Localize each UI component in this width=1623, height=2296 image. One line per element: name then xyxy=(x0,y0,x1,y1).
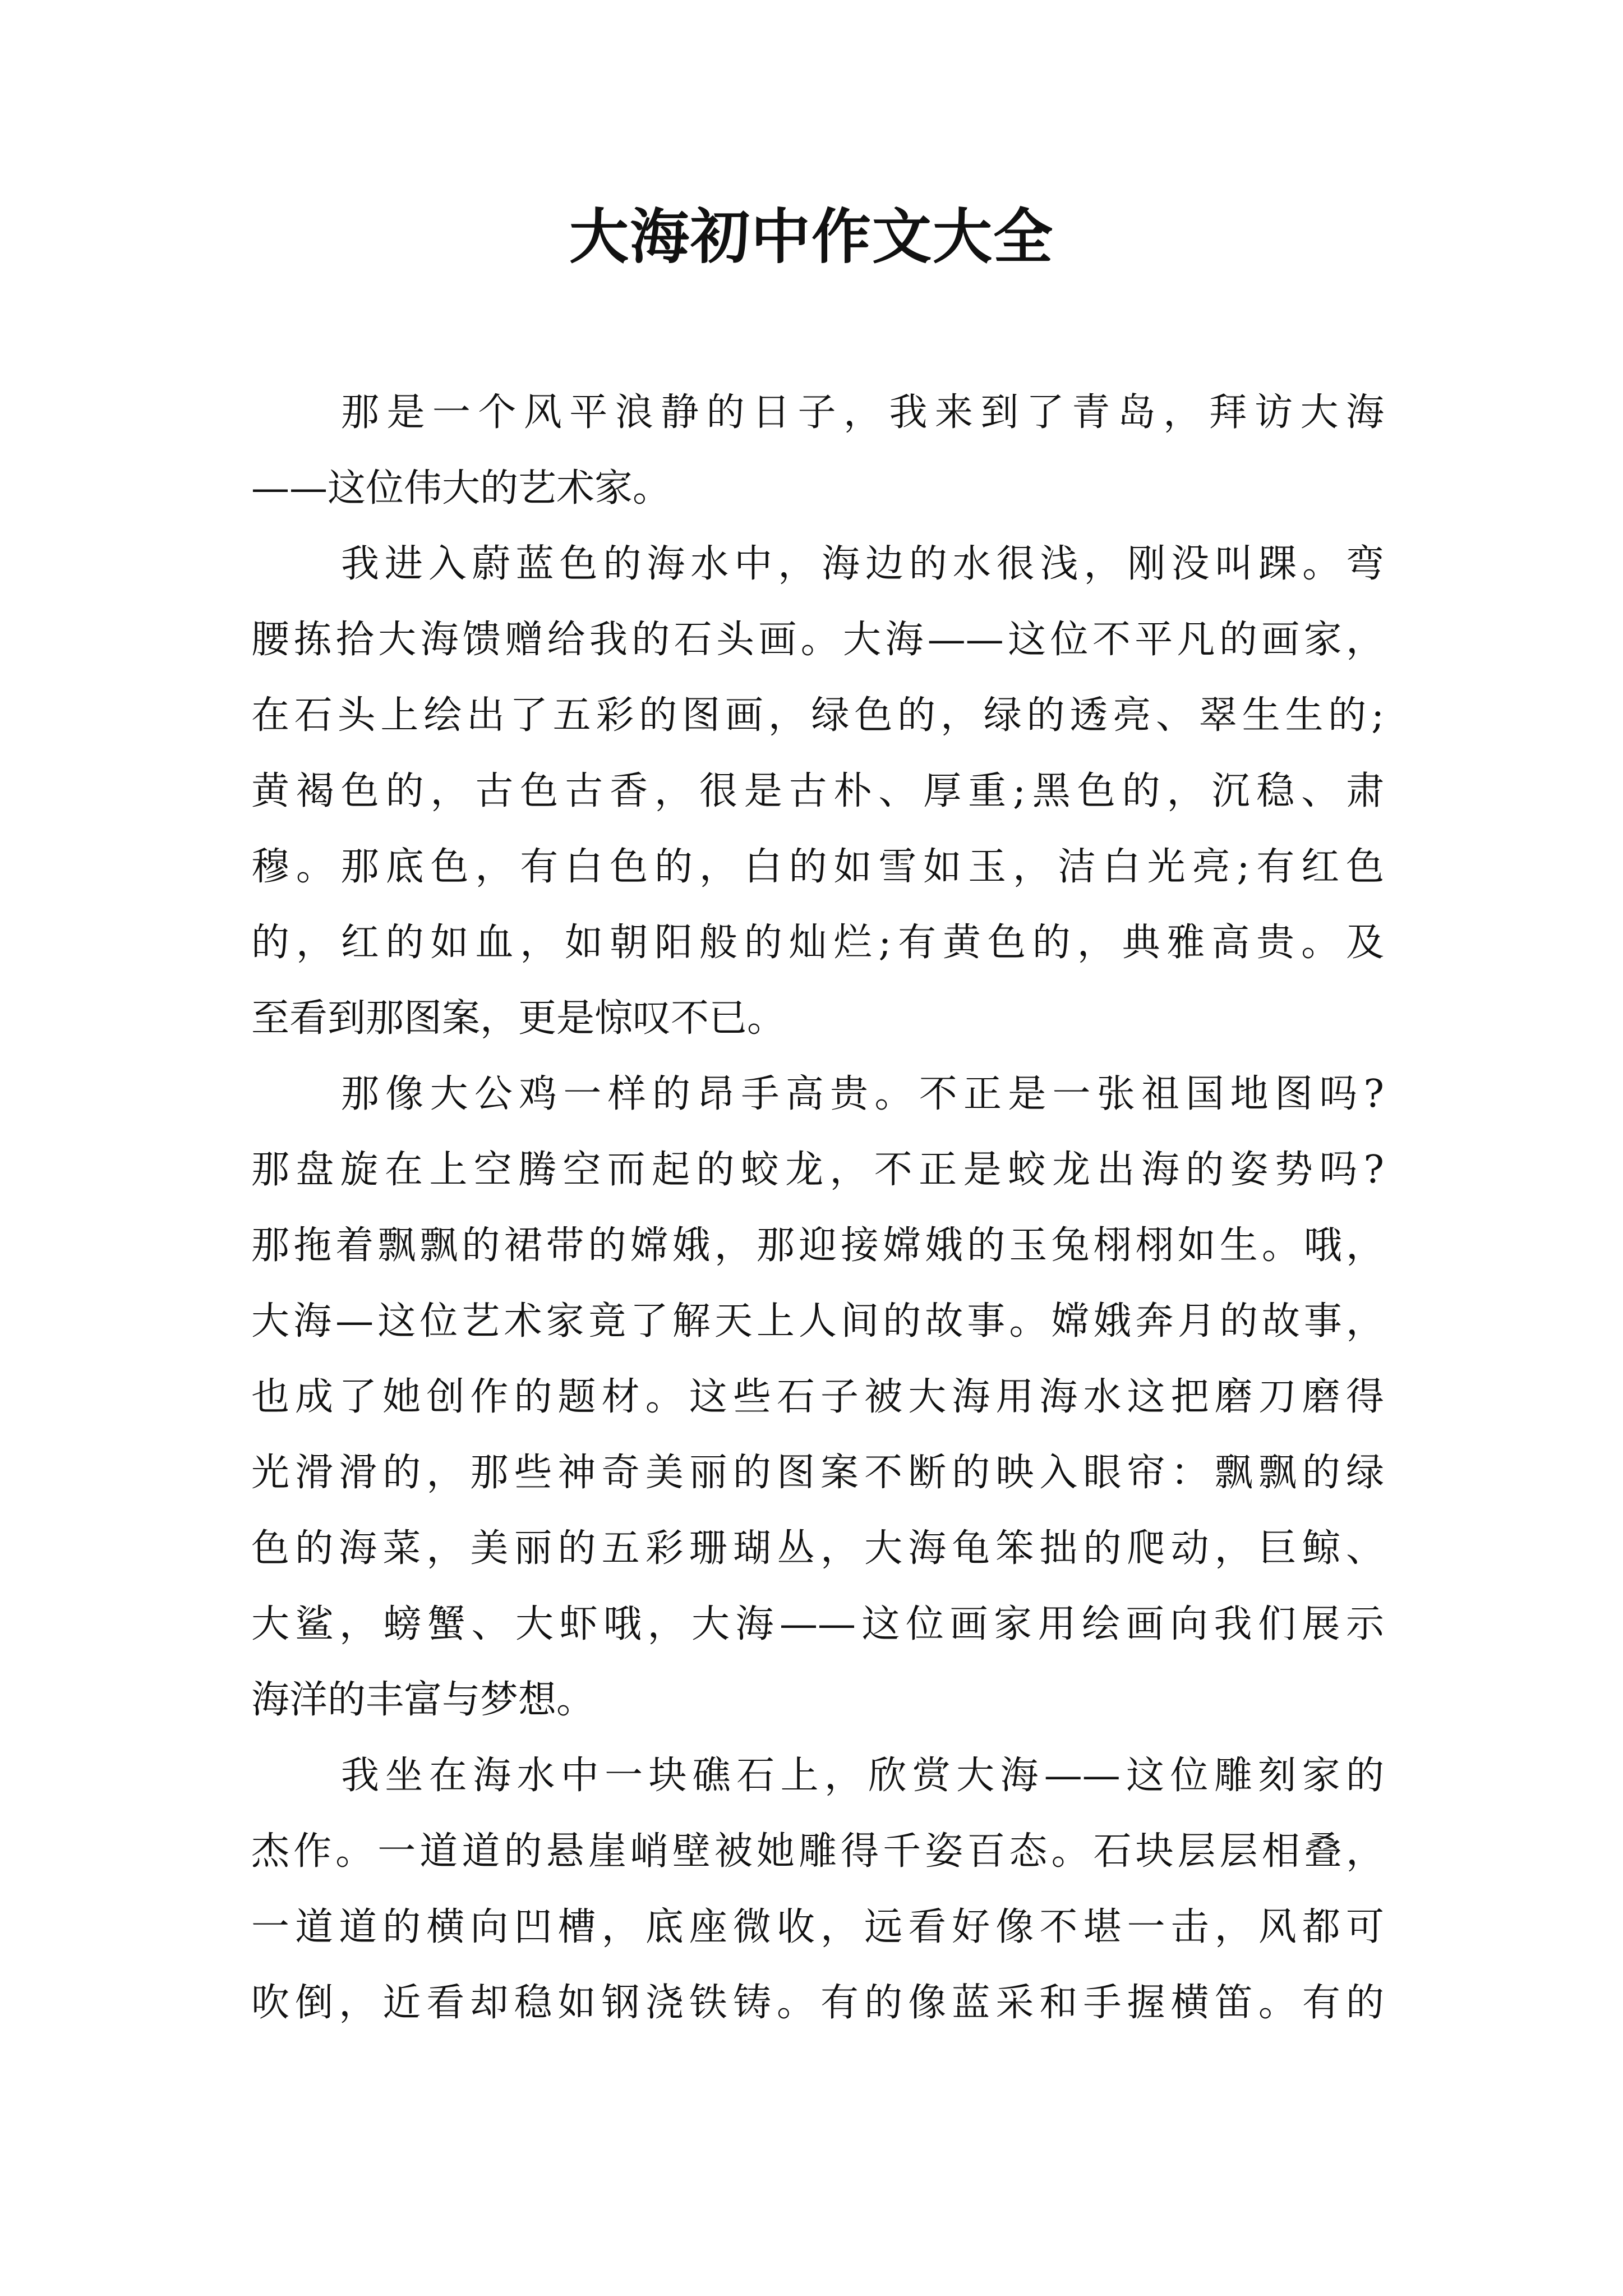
text-line: 一道道的横向凹槽，底座微收，远看好像不堪一击，风都可 xyxy=(251,1905,1384,1949)
text-line: 我坐在海水中一块礁石上，欣赏大海——这位雕刻家的 xyxy=(341,1754,1384,1798)
document-title: 大海初中作文大全 xyxy=(569,201,1054,272)
text-line: 穆。那底色，有白色的，白的如雪如玉，洁白光亮;有红色 xyxy=(251,845,1384,889)
text-line: 大海—这位艺术家竟了解天上人间的故事。嫦娥奔月的故事， xyxy=(251,1299,1384,1343)
text-line: 腰拣拾大海馈赠给我的石头画。大海——这位不平凡的画家， xyxy=(251,618,1384,662)
text-line: 光滑滑的，那些神奇美丽的图案不断的映入眼帘：飘飘的绿 xyxy=(251,1451,1384,1495)
text-line: 那拖着飘飘的裙带的嫦娥，那迎接嫦娥的玉兔栩栩如生。哦， xyxy=(251,1223,1384,1268)
text-line: 在石头上绘出了五彩的图画，绿色的，绿的透亮、翠生生的; xyxy=(251,693,1384,738)
text-line: 黄褐色的，古色古香，很是古朴、厚重;黑色的，沉稳、肃 xyxy=(251,769,1384,813)
document-body xyxy=(251,375,1384,2041)
text-line: 至看到那图案，更是惊叹不已。 xyxy=(251,996,786,1041)
text-line: ——这位伟大的艺术家。 xyxy=(251,466,671,510)
text-line: 也成了她创作的题材。这些石子被大海用海水这把磨刀磨得 xyxy=(251,1375,1384,1419)
text-line: 的，红的如血，如朝阳般的灿烂;有黄色的，典雅高贵。及 xyxy=(251,921,1384,965)
text-line: 那是一个风平浪静的日子，我来到了青岛，拜访大海 xyxy=(341,390,1384,435)
text-line: 那像大公鸡一样的昂手高贵。不正是一张祖国地图吗? xyxy=(341,1072,1384,1116)
text-line: 那盘旋在上空腾空而起的蛟龙，不正是蛟龙出海的姿势吗? xyxy=(251,1148,1384,1192)
text-line: 我进入蔚蓝色的海水中，海边的水很浅，刚没叫踝。弯 xyxy=(341,542,1384,586)
text-line: 色的海菜，美丽的五彩珊瑚丛，大海龟笨拙的爬动，巨鲸、 xyxy=(251,1526,1384,1571)
text-line: 海洋的丰富与梦想。 xyxy=(251,1678,595,1722)
text-line: 杰作。一道道的悬崖峭壁被她雕得千姿百态。石块层层相叠， xyxy=(251,1829,1384,1874)
text-line: 大鲨，螃蟹、大虾哦，大海——这位画家用绘画向我们展示 xyxy=(251,1602,1384,1646)
text-line: 吹倒，近看却稳如钢浇铁铸。有的像蓝采和手握横笛。有的 xyxy=(251,1981,1384,2025)
